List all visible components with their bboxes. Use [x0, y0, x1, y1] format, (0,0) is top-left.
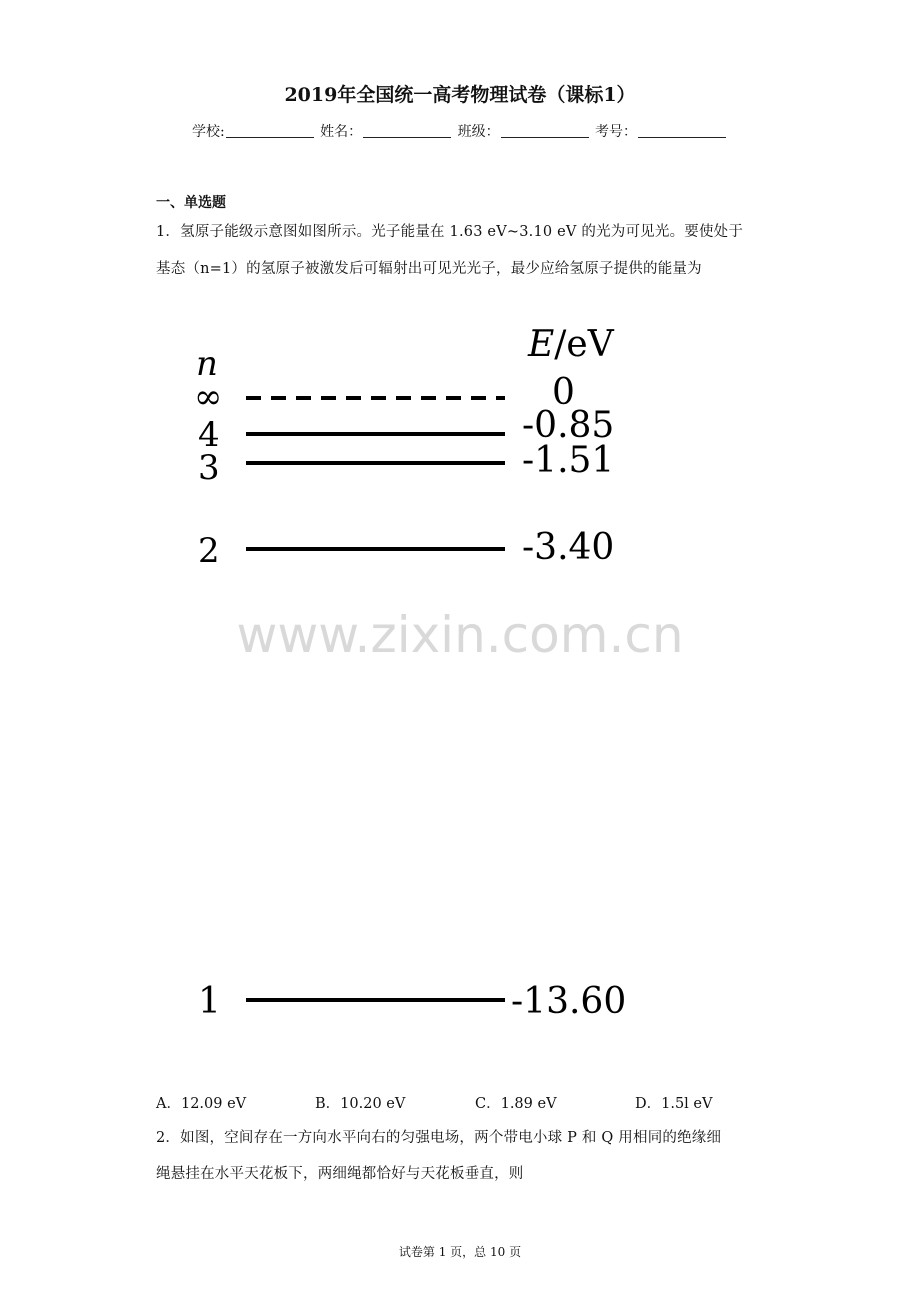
question1-line2: 基态（n=1）的氢原子被激发后可辐射出可见光光子，最少应给氢原子提供的能量为 — [156, 261, 702, 277]
school-label: 学校: — [191, 124, 225, 140]
question2-line2: 绳悬挂在水平天花板下，两细绳都恰好与天花板垂直，则 — [156, 1166, 524, 1182]
name-label: 姓名： — [320, 124, 363, 140]
energy-symbol: E — [528, 324, 555, 365]
exam-number-label: 考号： — [595, 124, 638, 140]
level-n-label: 3 — [198, 448, 220, 488]
level-n-label: 1 — [198, 981, 221, 1022]
level-energy-label: -0.85 — [522, 405, 615, 446]
level-energy-label: 0 — [552, 372, 575, 413]
option-d[interactable]: D．1.5l eV — [635, 1096, 713, 1112]
page-footer: 试卷第 1 页，总 10 页 — [398, 1245, 522, 1259]
level-energy-label: -3.40 — [522, 527, 615, 568]
option-c[interactable]: C．1.89 eV — [475, 1096, 557, 1112]
energy-axis-label — [527, 324, 615, 365]
level-2 — [198, 527, 614, 571]
question2-line1: 2．如图，空间存在一方向水平向右的匀强电场，两个带电小球 P 和 Q 用相同的绝缘细 — [156, 1130, 722, 1146]
energy-unit: /eV — [554, 324, 614, 365]
level-3 — [198, 440, 614, 488]
n-axis-label: n — [196, 344, 218, 384]
level-n-label: 2 — [198, 531, 220, 571]
class-label: 班级： — [457, 124, 500, 140]
level-infinity — [194, 372, 575, 417]
page-title: 2019年全国统一高考物理试卷（课标1） — [284, 84, 636, 106]
question1-line1: 1．氢原子能级示意图如图所示。光子能量在 1.63 eV~3.10 eV 的光为可见光。要使处于 — [156, 224, 744, 240]
level-n-label: 4 — [198, 415, 220, 455]
level-n-label: ∞ — [194, 377, 223, 417]
option-a[interactable]: A．12.09 eV — [156, 1096, 247, 1112]
section-title: 一、单选题 — [156, 195, 226, 211]
watermark: www.zixin.com.cn — [236, 606, 684, 664]
level-energy-label: -1.51 — [522, 440, 615, 481]
level-1 — [198, 981, 626, 1022]
option-b[interactable]: B．10.20 eV — [315, 1096, 406, 1112]
level-energy-label: -13.60 — [511, 981, 627, 1022]
